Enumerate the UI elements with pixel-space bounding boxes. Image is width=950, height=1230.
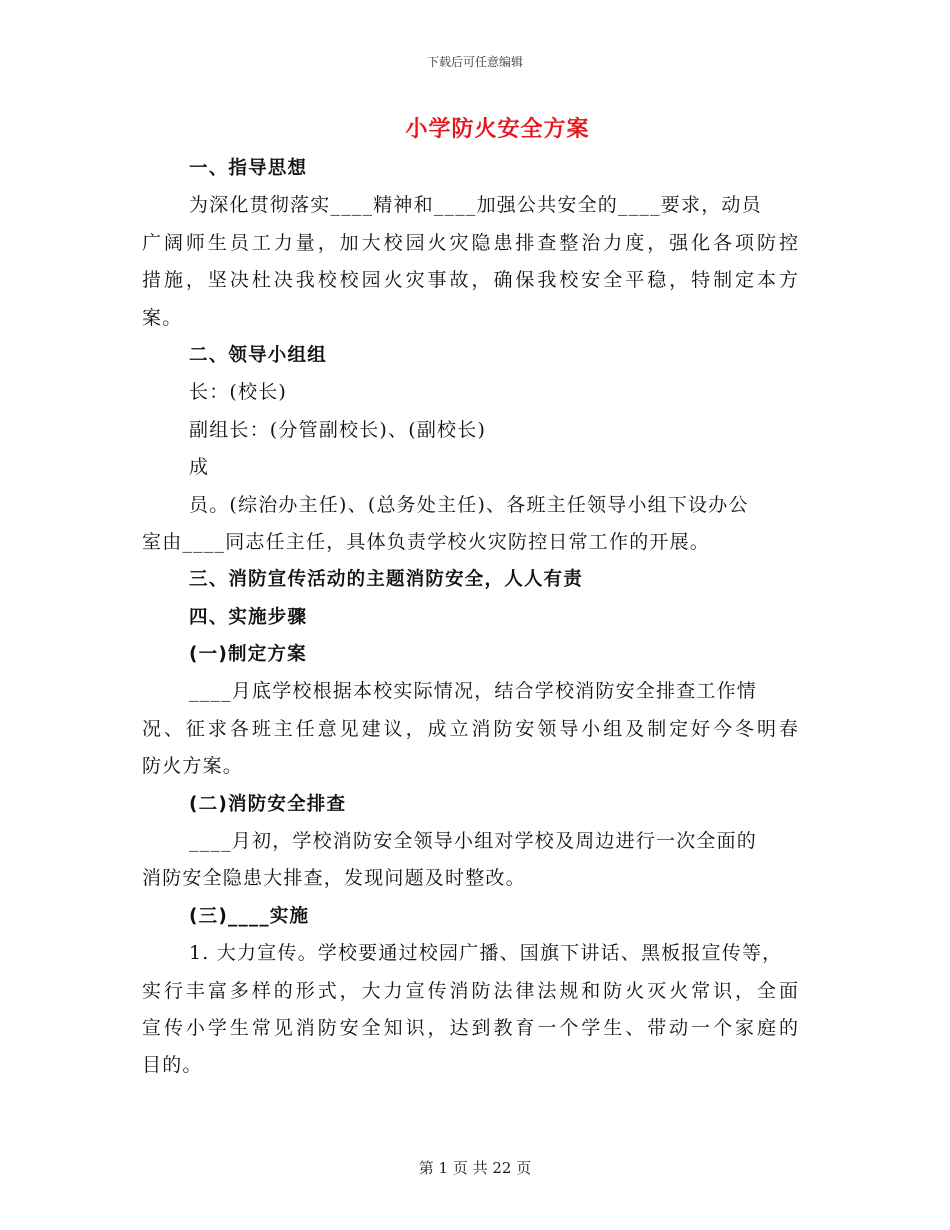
paragraph-line: ____月底学校根据本校实际情况，结合学校消防安全排查工作情: [189, 680, 758, 703]
paragraph-line: 广阔师生员工力量，加大校园火灾隐患排查整治力度，强化各项防控: [142, 231, 798, 254]
section-heading: 一、指导思想: [189, 158, 308, 179]
paragraph-line: 消防安全隐患大排查，发现问题及时整改。: [142, 867, 526, 890]
section-heading: 四、实施步骤: [189, 606, 308, 628]
document-title: 小学防火安全方案: [405, 116, 590, 142]
paragraph-line: 案。: [142, 306, 183, 329]
subsection-heading: (二)消防安全排查: [189, 793, 347, 815]
section-heading: 二、领导小组组: [189, 344, 327, 366]
section-heading: 三、消防宣传活动的主题消防安全，人人有责: [189, 569, 584, 591]
paragraph-line: 目的。: [142, 1054, 203, 1077]
paragraph-line: 况、征求各班主任意见建议，成立消防安领导小组及制定好今冬明春: [142, 717, 798, 740]
document-body: [142, 150, 798, 1085]
paragraph-line: 措施，坚决杜决我校校园火灾事故，确保我校安全平稳，特制定本方: [142, 269, 798, 292]
paragraph-line: 副组长：(分管副校长)、(副校长): [189, 418, 487, 441]
subsection-heading: (三)____实施: [189, 905, 310, 927]
paragraph-line: 员。(综治办主任)、(总务处主任)、各班主任领导小组下设办公: [189, 493, 749, 516]
paragraph-line: 防火方案。: [142, 755, 244, 778]
page-number: 第 1 页 共 22 页: [418, 1159, 532, 1177]
paragraph-line: 实行丰富多样的形式，大力宣传消防法律法规和防火灭火常识，全面: [142, 979, 798, 1002]
paragraph-line: 长：(校长): [189, 381, 288, 404]
subsection-heading: (一)制定方案: [189, 644, 307, 666]
paragraph-line: 1. 大力宣传。学校要通过校园广播、国旗下讲话、黑板报宣传等，: [189, 942, 783, 965]
paragraph-line: 宣传小学生常见消防安全知识，达到教育一个学生、带动一个家庭的: [142, 1016, 798, 1039]
paragraph-line: 成: [189, 456, 210, 479]
paragraph-line: 室由____同志任主任，具体负责学校火灾防控日常工作的开展。: [142, 530, 711, 553]
header-note: 下载后可任意编辑: [426, 55, 523, 69]
paragraph-line: ____月初，学校消防安全领导小组对学校及周边进行一次全面的: [189, 830, 758, 853]
paragraph-line: 为深化贯彻落实____精神和____加强公共安全的____要求，动员: [189, 194, 762, 217]
